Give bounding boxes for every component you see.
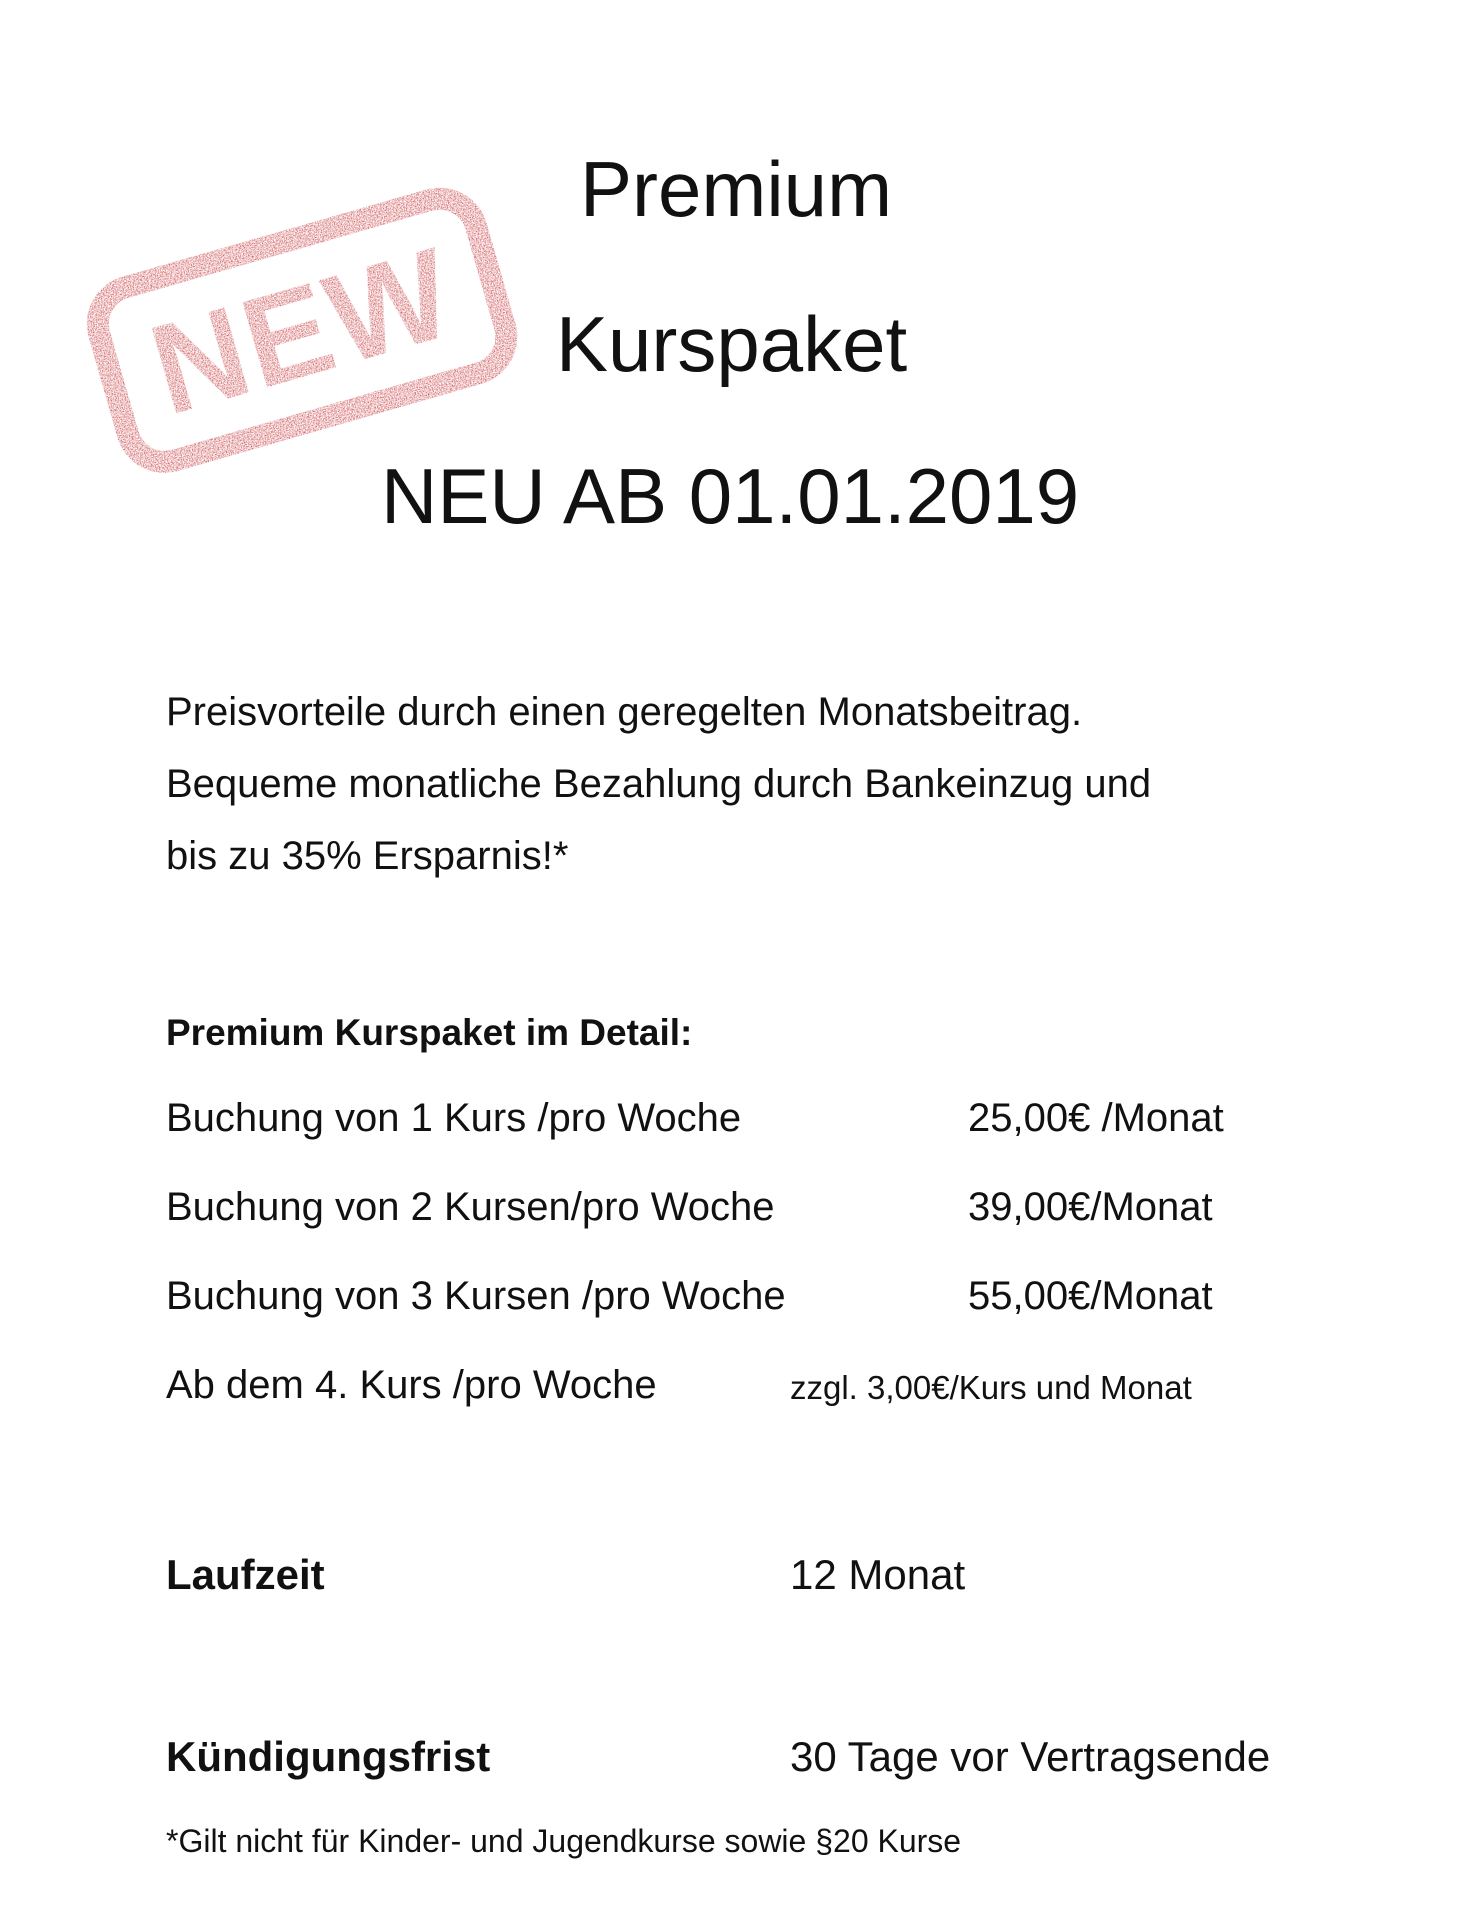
price-row-price: 55,00€/Monat [968, 1274, 1213, 1318]
notice-value: 30 Tage vor Vertragsende [790, 1733, 1271, 1780]
intro-line-3: bis zu 35% Ersparnis!* [166, 834, 569, 878]
price-row-label: Ab dem 4. Kurs /pro Woche [166, 1363, 657, 1407]
new-stamp-graphic [78, 170, 528, 490]
runtime-label: Laufzeit [166, 1551, 325, 1598]
title-kurspaket: Kurspaket [556, 300, 908, 388]
price-row-label: Buchung von 3 Kursen /pro Woche [166, 1274, 786, 1318]
price-row-price: 25,00€ /Monat [968, 1096, 1224, 1140]
intro-line-2: Bequeme monatliche Bezahlung durch Bankeinzug und [166, 762, 1152, 806]
new-stamp [78, 170, 528, 490]
price-row-price: 39,00€/Monat [968, 1185, 1213, 1229]
price-row-price: zzgl. 3,00€/Kurs und Monat [790, 1369, 1192, 1406]
price-row-label: Buchung von 2 Kursen/pro Woche [166, 1185, 775, 1229]
price-row-label: Buchung von 1 Kurs /pro Woche [166, 1096, 742, 1140]
runtime-value: 12 Monat [790, 1551, 966, 1598]
footnote: *Gilt nicht für Kinder- und Jugendkurse sowie §20 Kurse [166, 1823, 962, 1859]
title-premium: Premium [580, 145, 893, 233]
title-date: NEU AB 01.01.2019 [381, 452, 1080, 540]
detail-heading: Premium Kurspaket im Detail: [166, 1012, 693, 1053]
notice-label: Kündigungsfrist [166, 1733, 491, 1780]
intro-line-1: Preisvorteile durch einen geregelten Monatsbeitrag. [166, 690, 1083, 734]
stamp-text: NEW [136, 221, 469, 443]
